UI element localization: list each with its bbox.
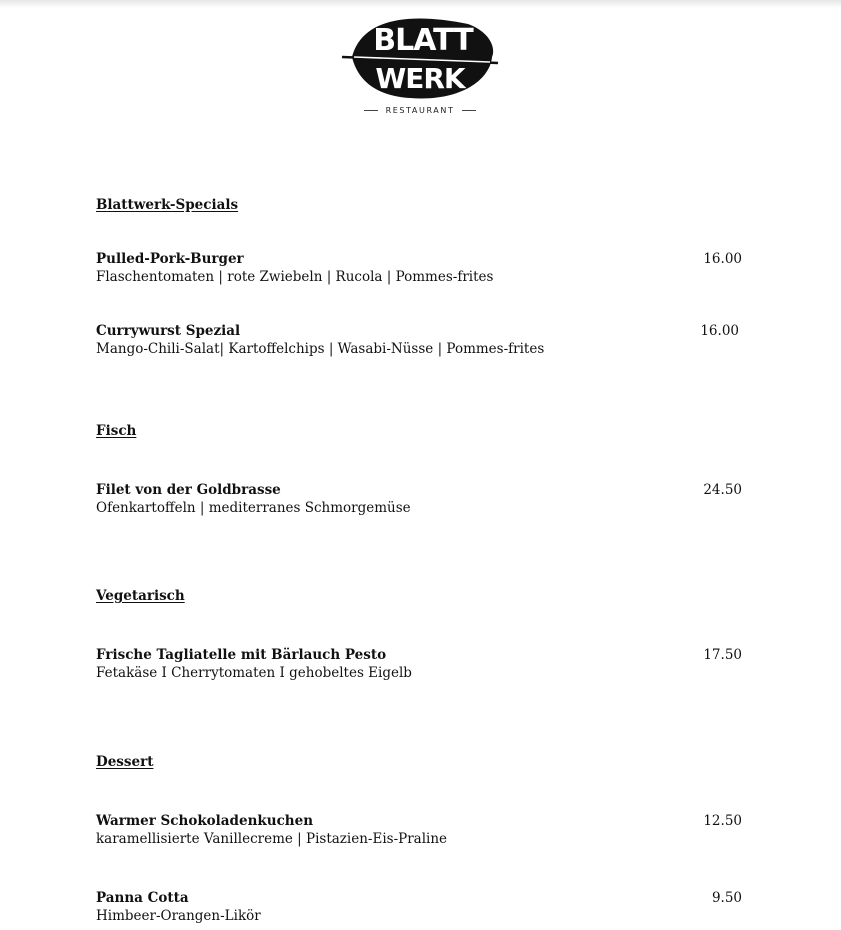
- menu-item-price: 12.50: [703, 813, 742, 829]
- menu-item-name: Filet von der Goldbrasse: [96, 482, 281, 498]
- menu-item-name: Warmer Schokoladenkuchen: [96, 813, 314, 829]
- logo-subtitle: [340, 106, 500, 115]
- divider: [364, 110, 378, 111]
- logo-line2: WERK: [375, 62, 465, 95]
- divider: [462, 110, 476, 111]
- menu-item-description: Ofenkartoffeln | mediterranes Schmorgemüse: [96, 500, 411, 516]
- section-title-dessert: Dessert: [96, 754, 154, 770]
- page-top-edge: [0, 0, 841, 8]
- menu-item-description: Himbeer-Orangen-Likör: [96, 908, 261, 924]
- section-title-specials: Blattwerk-Specials: [96, 197, 239, 213]
- menu-item-name: Currywurst Spezial: [96, 323, 241, 339]
- menu-item-name: Pulled-Pork-Burger: [96, 251, 244, 267]
- menu-item-name: Frische Tagliatelle mit Bärlauch Pesto: [96, 647, 387, 663]
- menu-item-description: Flaschentomaten | rote Zwiebeln | Rucola | Pommes-frites: [96, 269, 494, 285]
- section-title-vegetarisch: Vegetarisch: [96, 588, 185, 604]
- menu-item-price: 16.00: [700, 323, 739, 339]
- section-title-fisch: Fisch: [96, 423, 137, 439]
- logo-line1: BLATT: [373, 23, 473, 58]
- menu-item-price: 17.50: [703, 647, 742, 663]
- menu-item-price: 24.50: [703, 482, 742, 498]
- logo-subtitle-text: RESTAURANT: [385, 106, 455, 115]
- menu-item-price: 9.50: [711, 890, 742, 906]
- menu-item-description: Mango-Chili-Salat| Kartoffelchips | Wasabi-Nüsse | Pommes-frites: [96, 341, 545, 357]
- leaf-logo-icon: [340, 10, 500, 110]
- menu-item-description: karamellisierte Vanillecreme | Pistazien-Eis-Praline: [96, 831, 448, 847]
- menu-item-name: Panna Cotta: [96, 890, 189, 906]
- menu-item-price: 16.00: [703, 251, 742, 267]
- menu-item-description: Fetakäse I Cherrytomaten I gehobeltes Eigelb: [96, 665, 412, 681]
